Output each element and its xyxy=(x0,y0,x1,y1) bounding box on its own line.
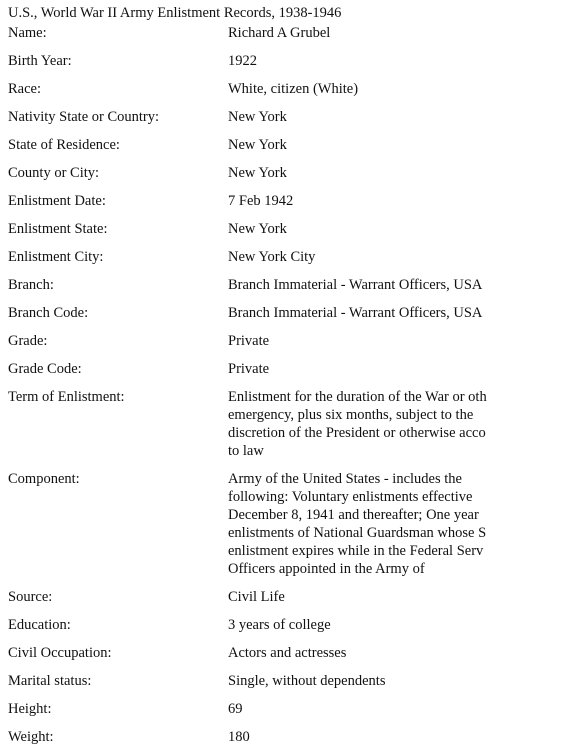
field-row-birth-year xyxy=(8,52,505,80)
field-row-education xyxy=(8,616,505,644)
field-label: Source: xyxy=(8,589,53,605)
field-label: Weight: xyxy=(8,729,54,745)
field-row-term-of-enlistment xyxy=(8,388,505,470)
field-value-birth-year: 1922 xyxy=(228,53,257,69)
field-label: Race: xyxy=(8,81,42,97)
field-row-enlistment-date xyxy=(8,192,505,220)
field-row-enlistment-state xyxy=(8,220,505,248)
field-row-county-or-city xyxy=(8,164,505,192)
field-label: Enlistment State: xyxy=(8,221,108,237)
field-label: Grade Code: xyxy=(8,361,82,377)
field-label: Component: xyxy=(8,471,80,487)
field-value-state-of-residence: New York xyxy=(228,137,287,153)
field-value-branch: Branch Immaterial - Warrant Officers, USA xyxy=(228,277,483,293)
field-row-name xyxy=(8,24,505,52)
value-line: Officers appointed in the Army of xyxy=(228,561,425,577)
field-label: Nativity State or Country: xyxy=(8,109,160,125)
field-label: Name: xyxy=(8,25,47,41)
value-line: emergency, plus six months, subject to the xyxy=(228,407,474,423)
field-label: Enlistment Date: xyxy=(8,193,106,209)
field-row-component xyxy=(8,470,505,588)
field-value-education: 3 years of college xyxy=(228,617,331,633)
field-row-grade-code xyxy=(8,360,505,388)
field-row-enlistment-city xyxy=(8,248,505,276)
field-value-civil-occupation: Actors and actresses xyxy=(228,645,347,661)
field-label: Grade: xyxy=(8,333,48,349)
field-row-nativity xyxy=(8,108,505,136)
field-label: Education: xyxy=(8,617,71,633)
field-row-race xyxy=(8,80,505,108)
value-line: discretion of the President or otherwise acco xyxy=(228,425,486,441)
field-value-marital-status: Single, without dependents xyxy=(228,673,386,689)
field-value-term-of-enlistment xyxy=(228,388,505,460)
field-row-marital-status xyxy=(8,672,505,700)
field-value-name: Richard A Grubel xyxy=(228,25,331,41)
field-value-branch-code: Branch Immaterial - Warrant Officers, USA xyxy=(228,305,483,321)
field-label: Birth Year: xyxy=(8,53,72,69)
field-label: Civil Occupation: xyxy=(8,645,112,661)
field-value-race: White, citizen (White) xyxy=(228,81,359,97)
field-label: County or City: xyxy=(8,165,100,181)
value-line: following: Voluntary enlistments effective xyxy=(228,489,473,505)
value-line: Army of the United States - includes the xyxy=(228,471,462,487)
field-value-nativity: New York xyxy=(228,109,287,125)
field-label: Enlistment City: xyxy=(8,249,104,265)
field-value-weight: 180 xyxy=(228,729,250,745)
field-value-county-or-city: New York xyxy=(228,165,287,181)
record-table xyxy=(8,24,505,756)
field-value-grade-code: Private xyxy=(228,361,270,377)
field-row-grade xyxy=(8,332,505,360)
field-value-height: 69 xyxy=(228,701,243,717)
field-row-source xyxy=(8,588,505,616)
field-value-enlistment-date: 7 Feb 1942 xyxy=(228,193,294,209)
field-row-state-of-residence xyxy=(8,136,505,164)
field-row-weight xyxy=(8,728,505,756)
field-label: Branch Code: xyxy=(8,305,89,321)
field-row-branch xyxy=(8,276,505,304)
field-value-enlistment-city: New York City xyxy=(228,249,316,265)
field-label: Branch: xyxy=(8,277,54,293)
field-label: State of Residence: xyxy=(8,137,120,153)
field-label: Marital status: xyxy=(8,673,92,689)
field-row-civil-occupation xyxy=(8,644,505,672)
field-label: Term of Enlistment: xyxy=(8,389,125,405)
value-line: Enlistment for the duration of the War or oth xyxy=(228,389,487,405)
record-title: U.S., World War II Army Enlistment Records, 1938-1946 xyxy=(8,5,342,21)
field-label: Height: xyxy=(8,701,52,717)
value-line: enlistments of National Guardsman whose S xyxy=(228,525,487,541)
value-line: December 8, 1941 and thereafter; One year xyxy=(228,507,479,523)
value-line: enlistment expires while in the Federal Serv xyxy=(228,543,484,559)
value-line: to law xyxy=(228,443,264,459)
field-row-branch-code xyxy=(8,304,505,332)
field-value-source: Civil Life xyxy=(228,589,285,605)
field-value-component xyxy=(228,470,505,578)
field-value-grade: Private xyxy=(228,333,270,349)
field-row-height xyxy=(8,700,505,728)
field-value-enlistment-state: New York xyxy=(228,221,287,237)
